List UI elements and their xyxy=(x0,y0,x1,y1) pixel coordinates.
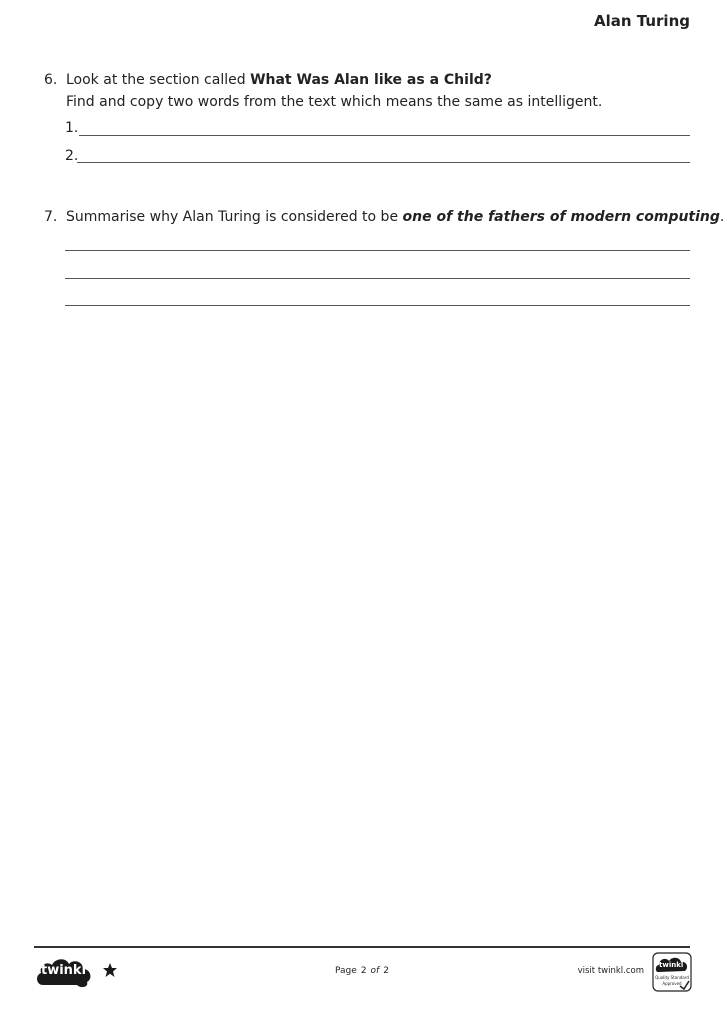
badge-line-1: Quality Standard xyxy=(655,975,689,980)
answer-line-4[interactable] xyxy=(65,278,690,279)
page-current: 2 xyxy=(360,966,367,976)
prompt-text: Look at the section called xyxy=(66,72,251,88)
answer-line-1[interactable] xyxy=(79,135,690,136)
question-number: 6. xyxy=(44,72,58,88)
answer-line-2[interactable] xyxy=(77,162,690,163)
page-title: Alan Turing xyxy=(594,12,690,30)
answer-label-1: 1. xyxy=(65,120,79,136)
question-number: 7. xyxy=(44,209,58,225)
emphasis-text: one of the fathers of modern computing xyxy=(402,209,720,225)
section-name: What Was Alan like as a Child? xyxy=(250,72,492,88)
badge-line-2: Approved xyxy=(662,981,682,986)
logo-text: twinkl xyxy=(41,963,87,978)
badge-brand: twinkl xyxy=(659,961,684,969)
prompt-text: Summarise why Alan Turing is considered to be xyxy=(66,209,403,225)
page-word: Page xyxy=(335,966,357,976)
question-7 xyxy=(44,206,724,228)
page-total: 2 xyxy=(383,966,389,976)
page-of: of xyxy=(370,966,380,976)
answer-line-3[interactable] xyxy=(65,250,690,251)
question-instruction: Find and copy two words from the text which means the same as intelligent. xyxy=(66,94,603,110)
footer-divider xyxy=(34,946,690,948)
question-prompt xyxy=(66,69,492,91)
answer-line-5[interactable] xyxy=(65,305,690,306)
visit-link[interactable]: visit twinkl.com xyxy=(577,966,644,976)
answer-label-2: 2. xyxy=(65,148,79,164)
prompt-end: . xyxy=(719,209,724,225)
badge-frame-icon xyxy=(652,952,692,992)
quality-badge xyxy=(652,952,692,992)
question-prompt xyxy=(66,206,724,228)
question-6 xyxy=(44,69,694,119)
